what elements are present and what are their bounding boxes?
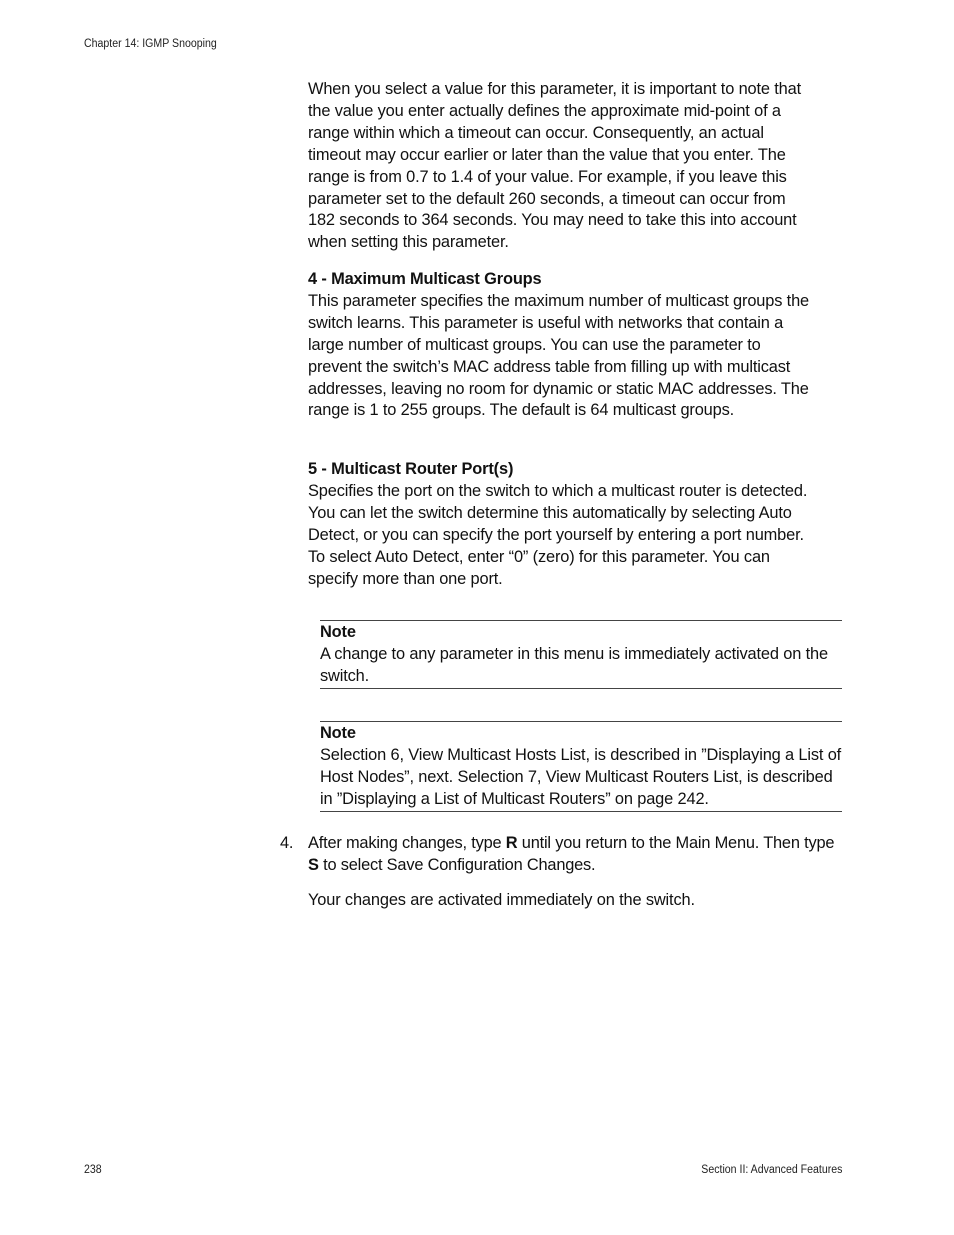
step-text-part: until you return to the Main Menu. Then type xyxy=(517,834,835,852)
step-text-part: to select Save Configuration Changes. xyxy=(318,855,596,874)
section-multicast-router-ports xyxy=(308,459,814,590)
step-text xyxy=(308,833,842,877)
key-s: S xyxy=(308,855,319,874)
running-footer: Section II: Advanced Features xyxy=(700,1164,842,1176)
page-number: 238 xyxy=(84,1164,102,1176)
section-text: Specifies the port on the switch to which a multicast router is detected. You can let the switch determine this automatically by selecting Auto Detect, or you can specify the port yourself by entering a port number. To select Auto Detect, enter “0” (zero) for this parameter. You can specify more than one port. xyxy=(308,481,808,588)
note-box xyxy=(320,721,842,812)
note-box xyxy=(320,620,842,689)
section-heading: 5 - Multicast Router Port(s) xyxy=(308,460,514,478)
key-r: R xyxy=(505,834,518,852)
running-header: Chapter 14: IGMP Snooping xyxy=(84,38,217,50)
note-text: Selection 6, View Multicast Hosts List, is described in ”Displaying a List of Host Nodes”, next. Selection 7, View Multicast Routers List, is described in ”Displaying a List of Multicast Routers” on page 242. xyxy=(320,745,842,808)
note-title: Note xyxy=(320,623,356,641)
intro-paragraph xyxy=(308,79,814,254)
step-text-part: After making changes, type xyxy=(308,834,506,852)
final-paragraph-text: Your changes are activated immediately on the switch. xyxy=(308,891,695,909)
note-title: Note xyxy=(320,724,356,742)
intro-paragraph-text: When you select a value for this parameter, it is important to note that the value you enter actually defines the approximate mid-point of a range within which a timeout can occur. Consequently, an actual timeout may occur earlier or later than the value that you enter. The range is from 0.7 to 1.4 of your value. For example, if you leave this parameter set to the default 260 seconds, a timeout can occur from 182 seconds to 364 seconds. You may need to take this into account when setting this parameter. xyxy=(308,80,802,252)
final-paragraph xyxy=(308,890,814,912)
step-number: 4. xyxy=(280,834,294,852)
note-text: A change to any parameter in this menu is immediately activated on the switch. xyxy=(320,644,828,685)
section-text: This parameter specifies the maximum number of multicast groups the switch learns. This parameter is useful with networks that contain a large number of multicast groups. You can use the parameter to prevent the switch’s MAC address table from filling up with multicast addresses, leaving no room for dynamic or static MAC addresses. The range is 1 to 255 groups. The default is 64 multicast groups. xyxy=(308,291,809,420)
section-max-multicast-groups xyxy=(308,269,814,422)
section-heading: 4 - Maximum Multicast Groups xyxy=(308,270,542,288)
